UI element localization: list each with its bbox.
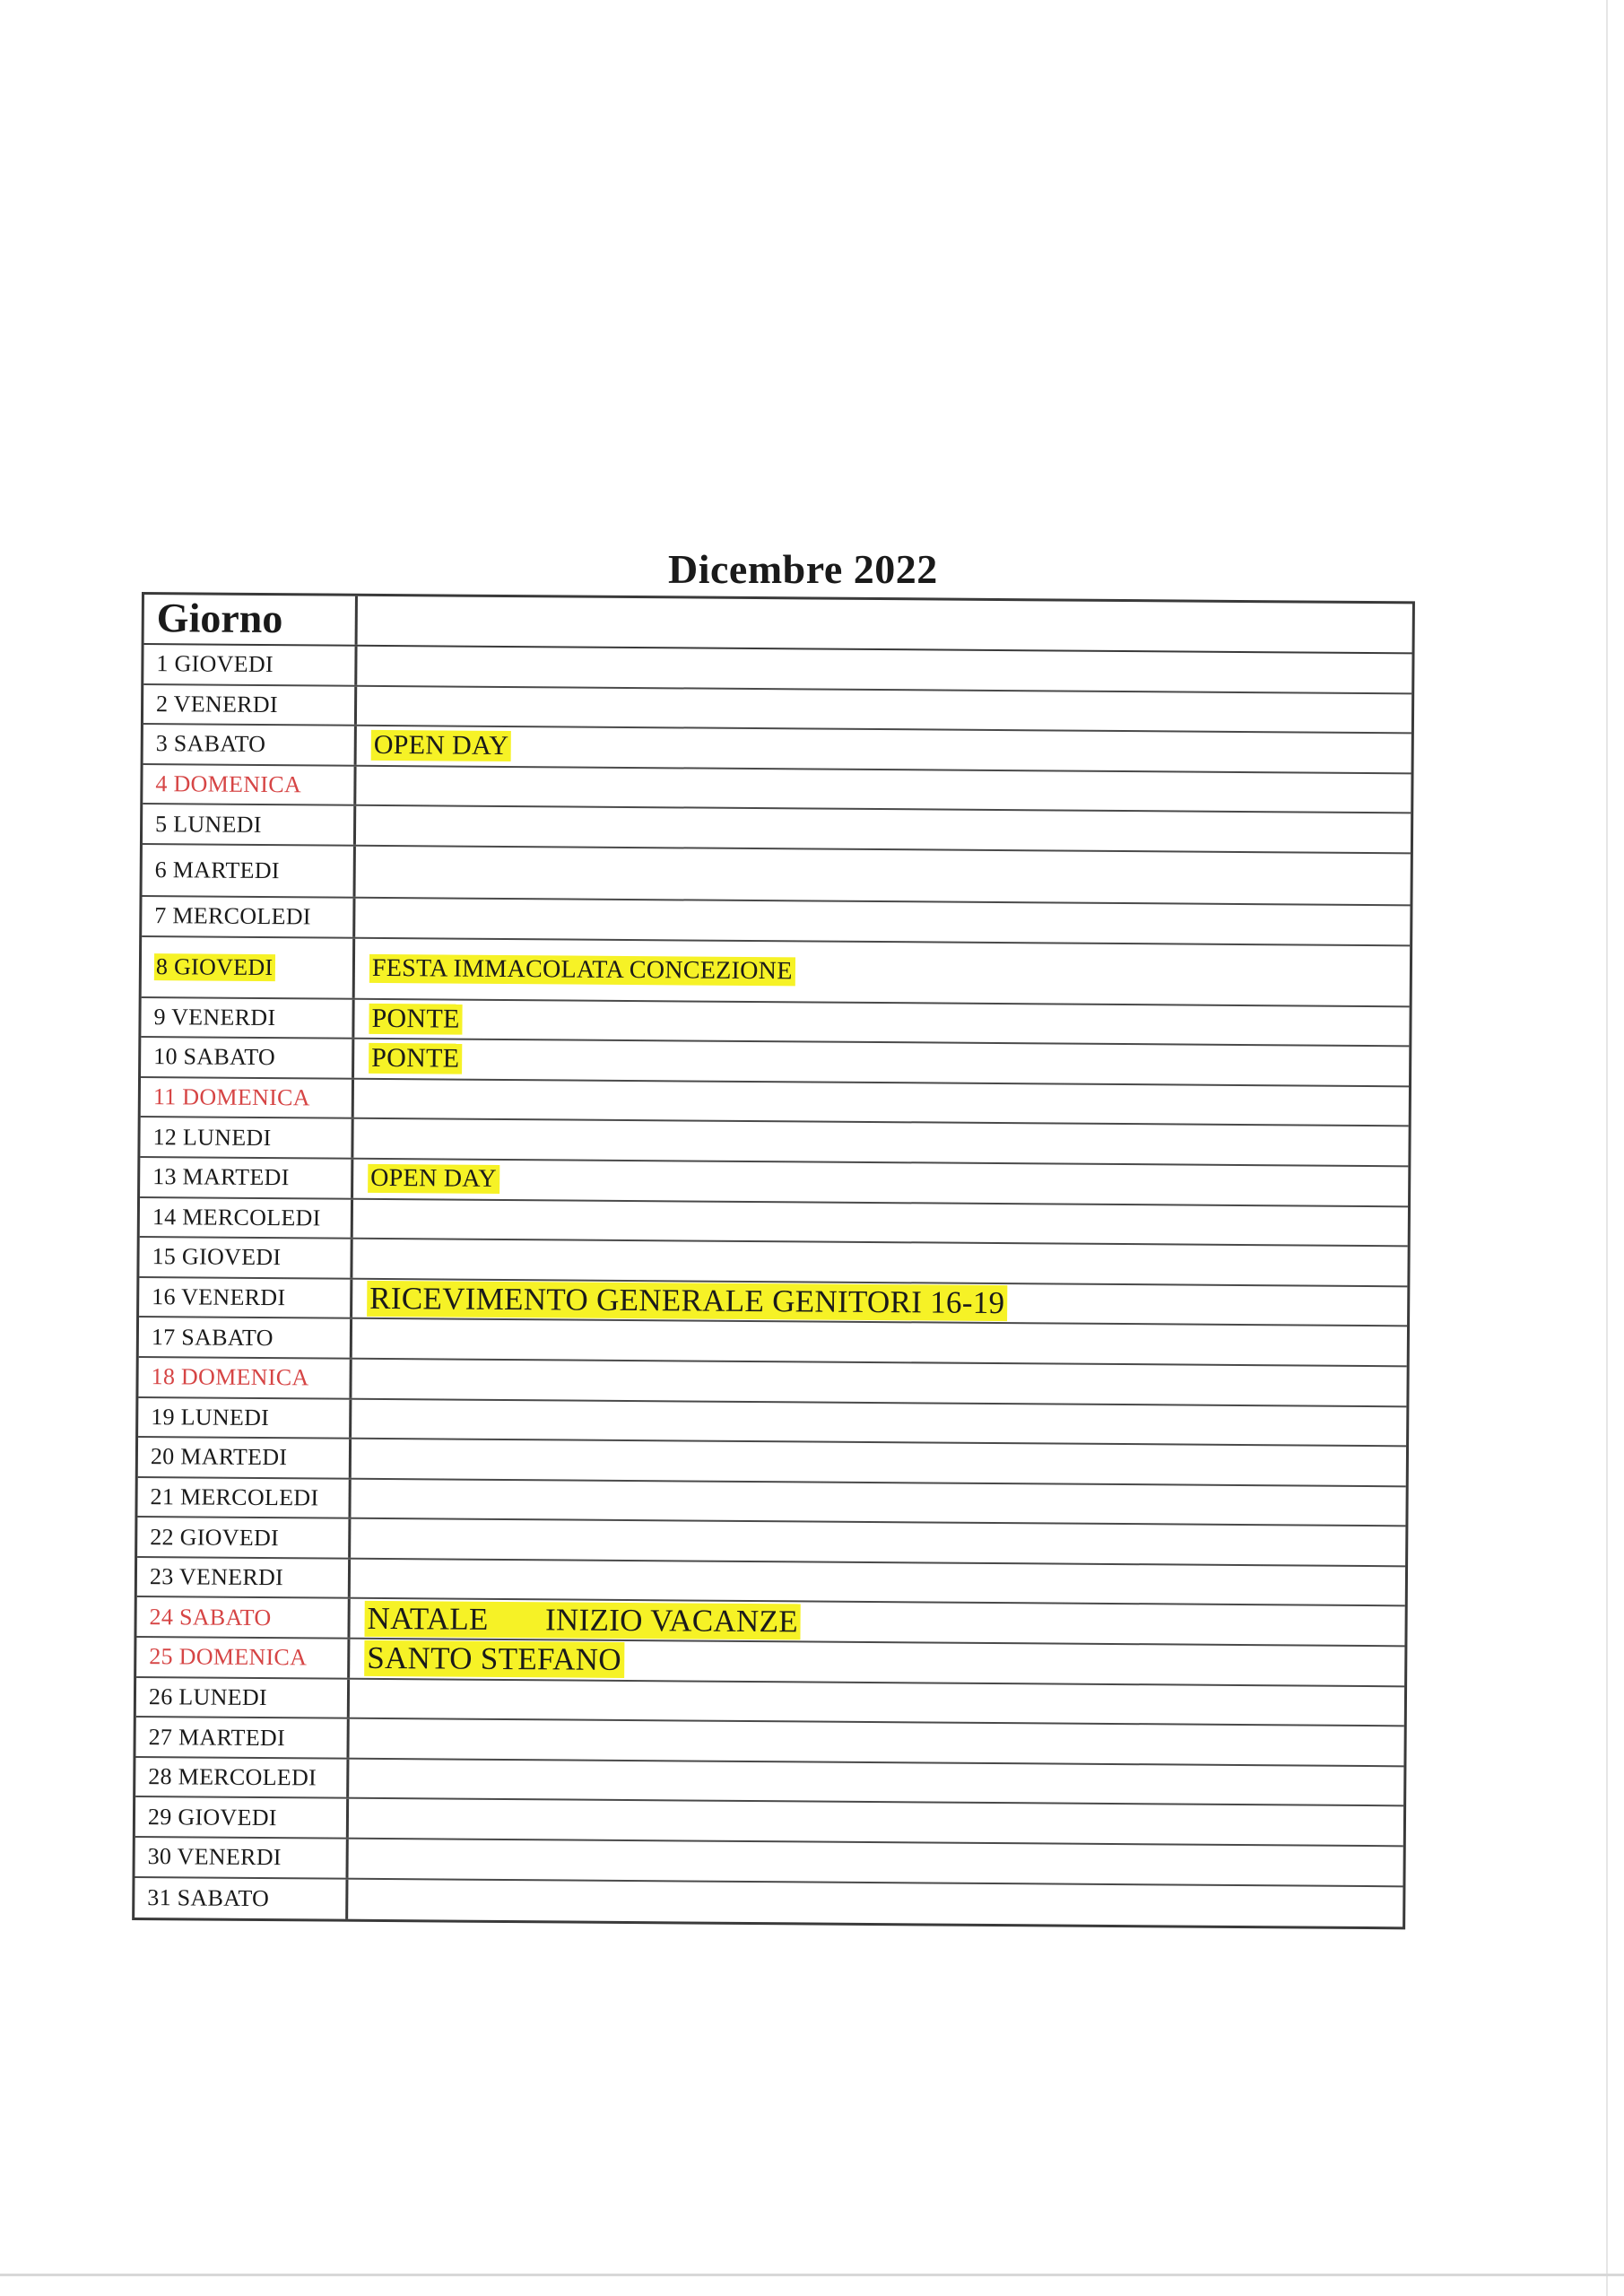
day-cell — [137, 1518, 351, 1557]
day-cell — [143, 804, 356, 844]
event-cell — [352, 1399, 1406, 1445]
day-cell — [137, 1478, 351, 1518]
event-cell — [357, 686, 1411, 732]
event-cell — [352, 1279, 1407, 1325]
event-label: NATALE INIZIO VACANZE — [364, 1601, 801, 1640]
event-cell — [348, 1839, 1403, 1885]
day-cell — [143, 645, 357, 684]
event-cell — [352, 1319, 1407, 1365]
day-label: 10 SABATO — [153, 1043, 276, 1071]
day-cell — [135, 1838, 349, 1877]
event-cell — [350, 1599, 1404, 1645]
day-cell — [143, 765, 356, 804]
day-cell — [141, 998, 354, 1038]
event-cell — [350, 1639, 1404, 1685]
day-cell — [138, 1358, 352, 1397]
event-label: RICEVIMENTO GENERALE GENITORI 16-19 — [367, 1281, 1007, 1321]
event-cell — [351, 1519, 1405, 1565]
event-label: FESTA IMMACOLATA CONCEZIONE — [369, 953, 795, 985]
day-cell — [143, 725, 357, 764]
day-cell — [135, 1758, 349, 1797]
day-label: 24 SABATO — [149, 1603, 272, 1631]
event-cell — [357, 726, 1411, 772]
day-cell — [135, 1878, 348, 1919]
event-cell — [350, 1679, 1404, 1725]
day-label: 31 SABATO — [147, 1884, 270, 1912]
day-cell — [142, 897, 355, 936]
day-label: 11 DOMENICA — [152, 1083, 310, 1111]
event-cell — [352, 1439, 1406, 1485]
page-edge — [1606, 0, 1608, 2296]
day-cell — [140, 1158, 353, 1197]
day-label: 28 MERCOLEDI — [148, 1763, 317, 1791]
event-cell — [351, 1560, 1405, 1605]
event-cell — [349, 1760, 1403, 1805]
event-column-header — [358, 596, 1412, 653]
event-cell — [353, 1119, 1408, 1165]
event-label: SANTO STEFANO — [364, 1640, 624, 1678]
day-cell — [140, 1118, 353, 1157]
day-cell — [137, 1558, 351, 1597]
day-label: 26 LUNEDI — [148, 1683, 268, 1711]
day-label: 6 MARTEDI — [154, 857, 280, 884]
event-cell — [354, 1039, 1409, 1085]
event-cell — [352, 1360, 1406, 1405]
event-cell — [355, 899, 1410, 944]
page-edge — [0, 2274, 1624, 2276]
event-cell — [351, 1479, 1405, 1525]
day-cell — [143, 685, 357, 725]
day-cell — [136, 1678, 350, 1718]
day-label: 27 MARTEDI — [148, 1723, 286, 1751]
day-cell — [141, 1078, 354, 1118]
event-cell — [349, 1799, 1403, 1845]
event-cell — [356, 847, 1411, 905]
table-header — [144, 595, 1412, 654]
day-label: 16 VENERDI — [152, 1283, 286, 1311]
day-cell — [136, 1638, 350, 1677]
day-label: 3 SABATO — [155, 730, 266, 758]
day-cell — [141, 1038, 354, 1077]
day-label: 13 MARTEDI — [152, 1163, 290, 1191]
day-column-header: Giorno — [144, 595, 358, 645]
calendar-rows — [135, 645, 1411, 1927]
day-cell — [138, 1438, 352, 1477]
page-title: Dicembre 2022 — [668, 546, 938, 592]
day-label: 30 VENERDI — [147, 1843, 282, 1871]
day-label: 5 LUNEDI — [155, 810, 262, 838]
day-cell — [139, 1318, 352, 1357]
day-label: 17 SABATO — [151, 1323, 274, 1351]
day-cell — [136, 1597, 350, 1637]
event-cell — [356, 806, 1411, 852]
day-cell — [139, 1278, 352, 1318]
day-label: 8 GIOVEDI — [154, 953, 275, 981]
day-label: 1 GIOVEDI — [156, 650, 274, 678]
day-label: 21 MERCOLEDI — [150, 1483, 319, 1511]
event-cell — [348, 1879, 1403, 1926]
day-label: 18 DOMENICA — [151, 1363, 309, 1391]
event-cell — [353, 1199, 1408, 1245]
event-label: PONTE — [369, 1004, 462, 1035]
event-label: OPEN DAY — [368, 1164, 499, 1194]
day-label: 23 VENERDI — [149, 1563, 284, 1591]
day-cell — [142, 937, 355, 998]
day-label: 12 LUNEDI — [152, 1123, 272, 1151]
day-label: 4 DOMENICA — [155, 770, 302, 798]
event-cell — [353, 1160, 1408, 1205]
day-label: 2 VENERDI — [155, 691, 279, 718]
day-cell — [139, 1238, 352, 1277]
day-label: 20 MARTEDI — [150, 1443, 288, 1471]
day-label: 14 MERCOLEDI — [152, 1203, 321, 1231]
day-label: 22 GIOVEDI — [150, 1523, 280, 1551]
day-cell — [138, 1397, 352, 1437]
event-cell — [354, 999, 1409, 1045]
day-cell — [140, 1198, 353, 1238]
event-cell — [352, 1239, 1407, 1285]
day-label: 25 DOMENICA — [149, 1643, 308, 1671]
event-cell — [349, 1719, 1403, 1765]
event-cell — [357, 647, 1411, 692]
event-label: PONTE — [369, 1043, 462, 1074]
table-row — [135, 1878, 1403, 1927]
day-label: 9 VENERDI — [153, 1003, 276, 1031]
table-row — [142, 937, 1410, 1007]
day-label: 29 GIOVEDI — [147, 1803, 277, 1831]
day-label: 7 MERCOLEDI — [154, 902, 311, 930]
day-cell — [135, 1718, 349, 1757]
event-label: OPEN DAY — [371, 730, 512, 761]
table-row — [143, 845, 1411, 906]
day-cell — [143, 845, 356, 897]
day-label: 15 GIOVEDI — [152, 1243, 282, 1271]
event-cell — [354, 1080, 1409, 1126]
day-label: 19 LUNEDI — [151, 1403, 270, 1431]
event-cell — [355, 938, 1410, 1005]
day-cell — [135, 1797, 349, 1837]
event-cell — [356, 767, 1411, 813]
calendar-table — [132, 592, 1415, 1930]
